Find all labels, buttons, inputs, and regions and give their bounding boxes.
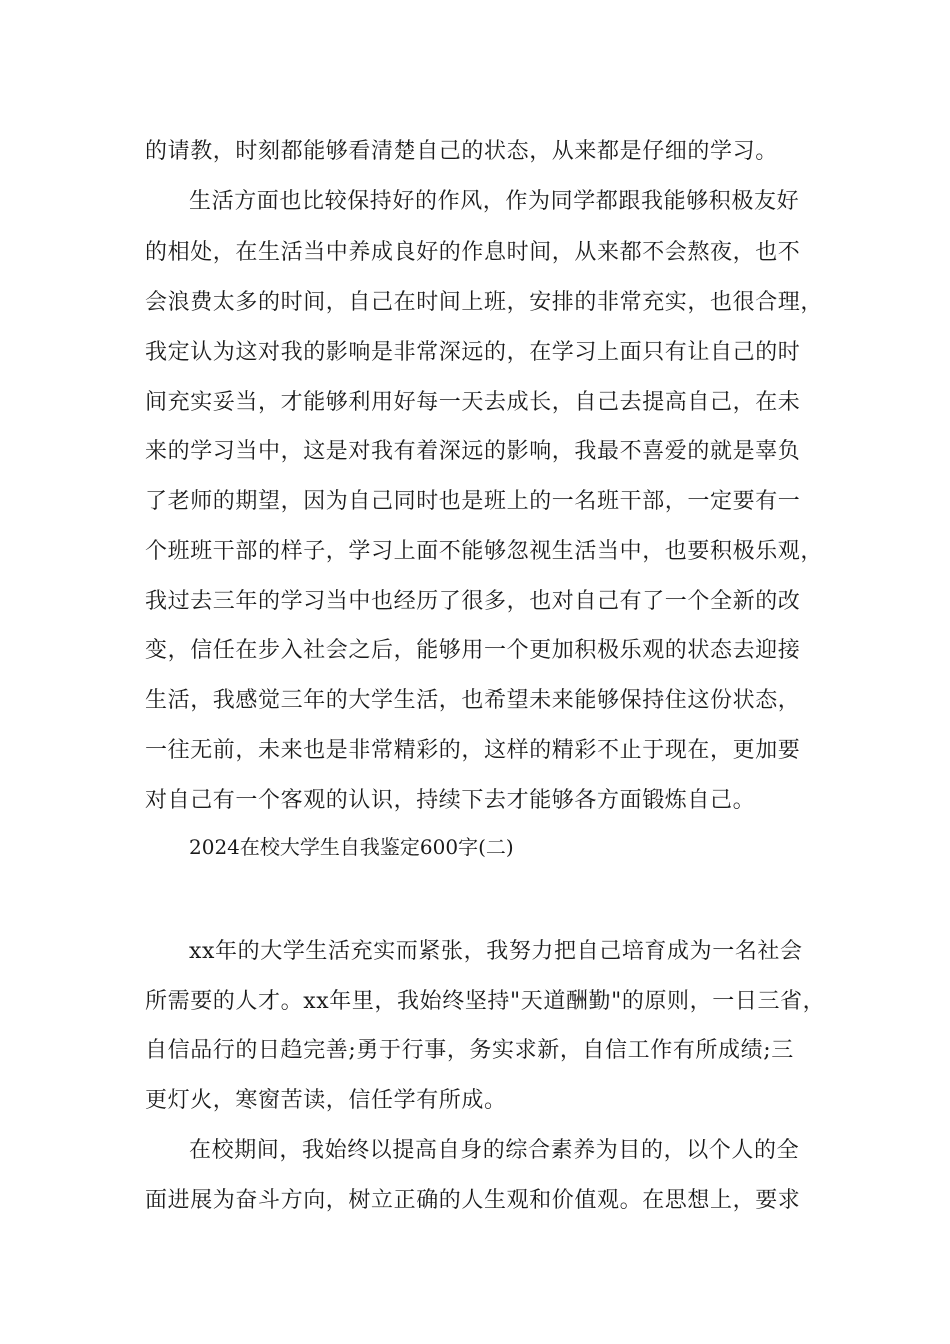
paragraph-line: 更灯火，寒窗苦读，信任学有所成。 [145,1088,507,1113]
paragraph-line: 生活方面也比较保持好的作风，作为同学都跟我能够积极友好 [189,189,800,214]
paragraph-line: 会浪费太多的时间，自己在时间上班，安排的非常充实，也很合理， [145,290,824,315]
paragraph-line: 生活，我感觉三年的大学生活，也希望未来能够保持住这份状态， [145,688,801,713]
paragraph-line: 我定认为这对我的影响是非常深远的，在学习上面只有让自己的时 [145,340,801,365]
paragraph-line: 我过去三年的学习当中也经历了很多，也对自己有了一个全新的改 [145,589,801,614]
paragraph-line: 了老师的期望，因为自己同时也是班上的一名班干部，一定要有一 [145,489,801,514]
section-heading: 2024在校大学生自我鉴定600字(二) [189,835,514,859]
paragraph-line: 自信品行的日趋完善;勇于行事，务实求新，自信工作有所成绩;三 [145,1038,794,1063]
paragraph-line: 在校期间，我始终以提高自身的综合素养为目的，以个人的全 [189,1138,800,1163]
paragraph-line: 对自己有一个客观的认识，持续下去才能够各方面锻炼自己。 [145,788,756,813]
paragraph-line: 间充实妥当，才能够利用好每一天去成长，自己去提高自己，在未 [145,390,801,415]
paragraph-line: 一往无前，未来也是非常精彩的，这样的精彩不止于现在，更加要 [145,738,801,763]
paragraph-line: 来的学习当中，这是对我有着深远的影响，我最不喜爱的就是辜负 [145,439,801,464]
paragraph-line: 面进展为奋斗方向，树立正确的人生观和价值观。在思想上，要求 [145,1188,801,1213]
paragraph-line: 个班班干部的样子，学习上面不能够忽视生活当中，也要积极乐观， [145,539,824,564]
paragraph-line: xx年的大学生活充实而紧张，我努力把自己培育成为一名社会 [189,939,803,964]
paragraph-line: 的相处，在生活当中养成良好的作息时间，从来都不会熬夜，也不 [145,240,801,265]
paragraph-line: 变，信任在步入社会之后，能够用一个更加积极乐观的状态去迎接 [145,638,801,663]
paragraph-line: 所需要的人才。xx年里，我始终坚持"天道酬勤"的原则，一日三省， [145,989,826,1014]
paragraph-line: 的请教，时刻都能够看清楚自己的状态，从来都是仔细的学习。 [145,139,778,164]
